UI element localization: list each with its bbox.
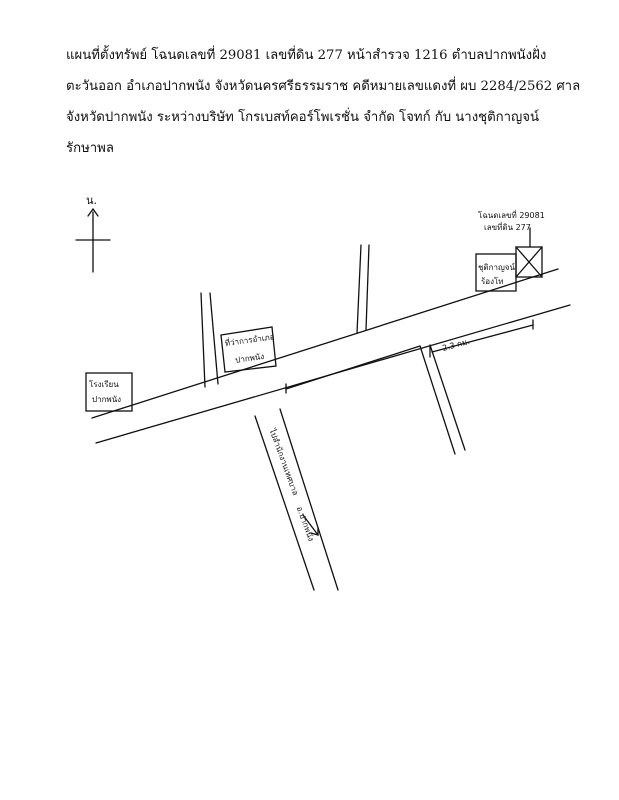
road-label-line-2: อ.ปากพนัง: [294, 505, 316, 543]
building-label-line-2: ร้องโท: [481, 277, 504, 286]
header-line-1: แผนที่ตั้งทรัพย์ โฉนดเลขที่ 29081 เลขที่ดิน 277 หน้าสำรวจ 1216 ตำบลปากพนังฝั่ง: [66, 48, 547, 63]
school-label-line-2: ปากพนัง: [92, 395, 122, 404]
header-line-3: จังหวัดปากพนัง ระหว่างบริษัท โกรเบสท์คอร์โพเรชั่น จำกัด โจทก์ กับ นางชุติกาญจน์: [66, 110, 540, 125]
building-label-line-1: ชุติกาญจน์: [478, 263, 515, 272]
header-line-4: รักษาพล: [66, 141, 114, 156]
school-box: [86, 373, 132, 411]
north-label: น.: [86, 194, 98, 207]
distance-label: 2.3 กม.: [441, 337, 471, 353]
side-road-north: [357, 245, 369, 333]
side-road-north-west: [201, 293, 218, 387]
side-road-south: [255, 409, 338, 590]
property-label-line-1: โฉนดเลขที่ 29081: [478, 211, 545, 220]
property-label-line-2: เลขที่ดิน 277: [484, 223, 531, 232]
district-office-label-line-1: ที่ว่าการอำเภอ: [224, 332, 276, 349]
header-line-2: ตะวันออก อำเภอปากพนัง จังหวัดนครศรีธรรมราช คดีหมายเลขแดงที่ ผบ 2284/2562 ศาล: [66, 79, 581, 94]
road-label-line-1: ไปสำนักงานเทศบาล: [267, 427, 301, 497]
school-label-line-1: โรงเรียน: [89, 380, 119, 389]
north-arrow-icon: [76, 209, 110, 272]
district-office-label-line-2: ปากพนัง: [234, 351, 265, 365]
main-road: [92, 269, 570, 443]
